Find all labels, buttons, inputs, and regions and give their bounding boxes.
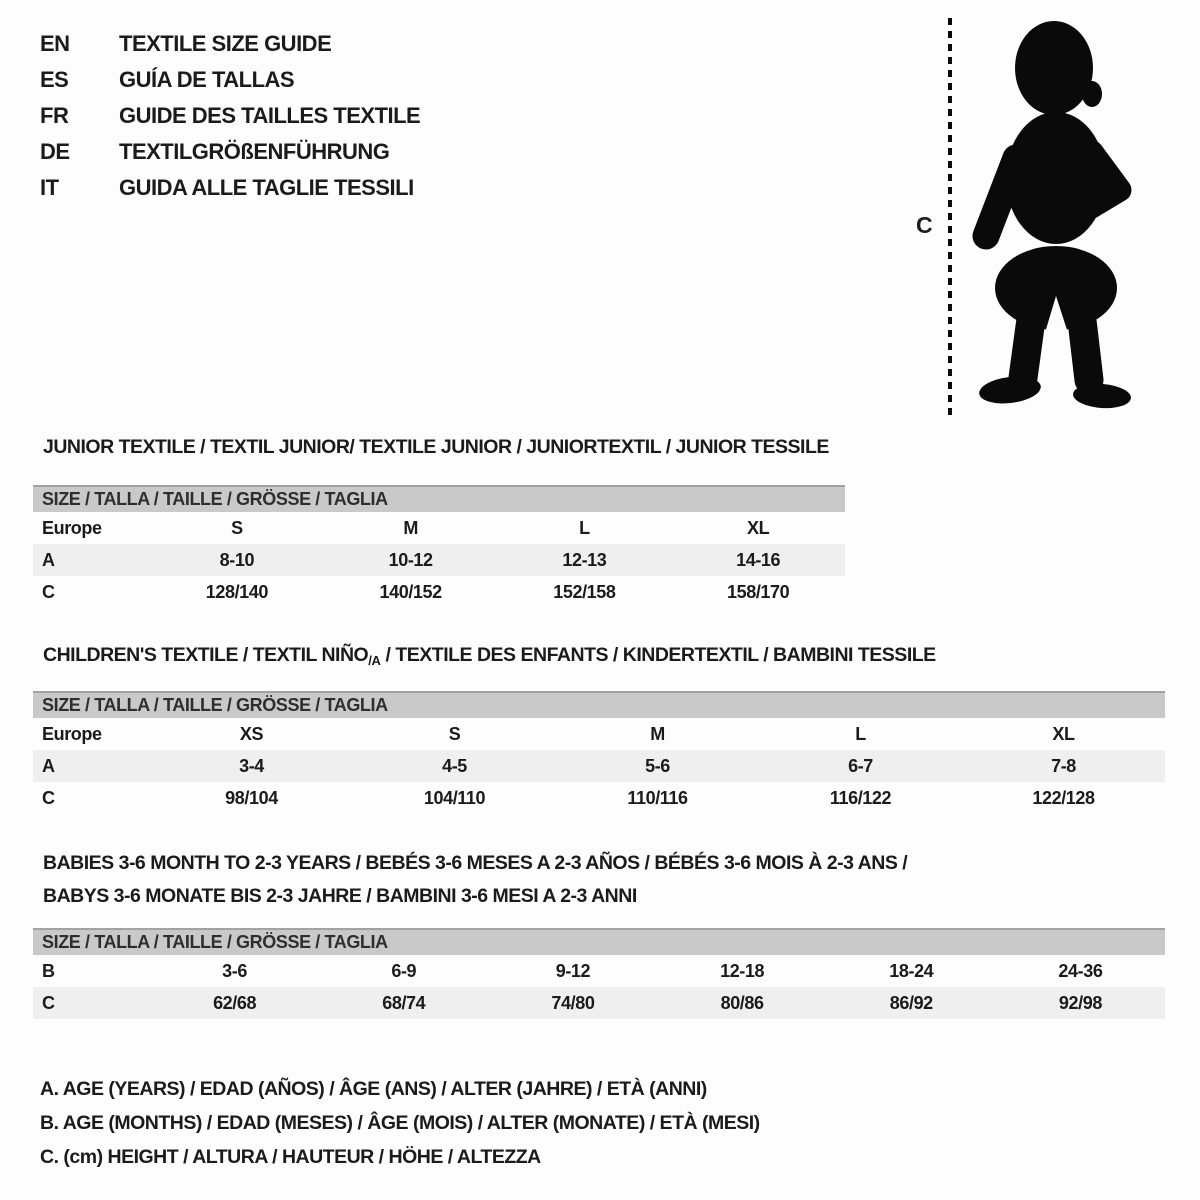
language-code: IT: [40, 175, 59, 200]
guide-title: GUÍA DE TALLAS: [119, 67, 295, 92]
table-row: [33, 782, 1165, 814]
guide-title: TEXTILGRÖßENFÜHRUNG: [119, 139, 390, 164]
table-row: [33, 512, 845, 544]
table-row: [33, 750, 1165, 782]
height-cell: 62/68: [213, 992, 257, 1013]
guide-title: TEXTILE SIZE GUIDE: [119, 31, 332, 56]
row-label: C: [42, 581, 55, 602]
table-header-size: SIZE / TALLA / TAILLE / GRÖSSE / TAGLIA: [33, 485, 845, 512]
legend-age-months: B. AGE (MONTHS) / EDAD (MESES) / ÂGE (MOIS) / ALTER (MONATE) / ETÀ (MESI): [40, 1111, 760, 1134]
height-cell: 158/170: [726, 581, 790, 602]
age-cell: 12-13: [562, 549, 607, 570]
language-code: ES: [40, 67, 69, 92]
section-title-children-suffix: / TEXTILE DES ENFANTS / KINDERTEXTIL / BAMBINI TESSILE: [380, 644, 936, 666]
children-size-table: [33, 691, 1165, 814]
language-code: EN: [40, 31, 70, 56]
junior-size-table: [33, 485, 845, 608]
language-row: [40, 26, 420, 62]
height-measure-line: [948, 18, 952, 416]
age-cell: 9-12: [555, 960, 591, 981]
age-cell: 3-4: [239, 755, 264, 776]
section-title-babies-line1: BABIES 3-6 MONTH TO 2-3 YEARS / BEBÉS 3-6 MESES A 2-3 AÑOS / BÉBÉS 3-6 MOIS À 2-3 ANS /: [43, 852, 908, 874]
row-label: A: [42, 549, 55, 570]
row-label: Europe: [42, 517, 102, 538]
size-cell: M: [650, 723, 665, 744]
language-row: [40, 98, 420, 134]
language-row: [40, 170, 420, 206]
age-cell: 3-6: [222, 960, 247, 981]
height-cell: 104/110: [423, 787, 486, 808]
section-title-junior: JUNIOR TEXTILE / TEXTIL JUNIOR/ TEXTILE JUNIOR / JUNIORTEXTIL / JUNIOR TESSILE: [43, 436, 829, 458]
height-cell: 98/104: [225, 787, 278, 808]
size-cell: XL: [747, 517, 770, 538]
size-cell: XL: [1052, 723, 1075, 744]
age-cell: 6-7: [848, 755, 873, 776]
size-cell: L: [579, 517, 590, 538]
height-cell: 116/122: [829, 787, 892, 808]
legend-age-years: A. AGE (YEARS) / EDAD (AÑOS) / ÂGE (ANS) / ALTER (JAHRE) / ETÀ (ANNI): [40, 1077, 707, 1100]
height-measure-label: C: [916, 212, 933, 238]
row-label: Europe: [42, 723, 102, 744]
height-cell: 74/80: [551, 992, 595, 1013]
babies-size-table: [33, 928, 1165, 1019]
section-title-children-sub: /A: [368, 653, 381, 668]
height-cell: 110/116: [627, 787, 688, 808]
age-cell: 6-9: [391, 960, 417, 981]
table-row: [33, 955, 1165, 987]
height-cell: 152/158: [553, 581, 616, 602]
size-cell: L: [855, 723, 866, 744]
height-cell: 68/74: [382, 992, 426, 1013]
toddler-silhouette-icon: [966, 16, 1146, 416]
height-cell: 128/140: [205, 581, 268, 602]
language-code: DE: [40, 139, 70, 164]
legend: [40, 1072, 760, 1174]
age-cell: 18-24: [889, 960, 934, 981]
table-header-size: SIZE / TALLA / TAILLE / GRÖSSE / TAGLIA: [33, 691, 1165, 718]
section-title-children: [43, 644, 936, 672]
age-cell: 12-18: [720, 960, 765, 981]
legend-height-cm: C. (cm) HEIGHT / ALTURA / HAUTEUR / HÖHE / ALTEZZA: [40, 1145, 541, 1168]
language-code: FR: [40, 103, 69, 128]
age-cell: 7-8: [1051, 755, 1076, 776]
height-cell: 86/92: [889, 992, 933, 1013]
table-row: [33, 718, 1165, 750]
age-cell: 14-16: [736, 549, 781, 570]
height-cell: 80/86: [720, 992, 764, 1013]
age-cell: 4-5: [442, 755, 467, 776]
language-row: [40, 134, 420, 170]
guide-title: GUIDE DES TAILLES TEXTILE: [119, 103, 421, 128]
size-cell: S: [231, 517, 243, 538]
height-cell: 140/152: [379, 581, 442, 602]
table-row: [33, 576, 845, 608]
height-cell: 92/98: [1058, 992, 1102, 1013]
row-label: C: [42, 992, 55, 1013]
table-row: [33, 987, 1165, 1019]
height-cell: 122/128: [1032, 787, 1095, 808]
age-cell: 24-36: [1058, 960, 1103, 981]
size-cell: M: [403, 517, 418, 538]
section-title-children-prefix: CHILDREN'S TEXTILE / TEXTIL NIÑO: [43, 644, 369, 666]
size-cell: S: [448, 723, 461, 744]
age-cell: 10-12: [388, 549, 433, 570]
table-header-size: SIZE / TALLA / TAILLE / GRÖSSE / TAGLIA: [33, 928, 1165, 955]
row-label: C: [42, 787, 55, 808]
row-label: B: [42, 960, 55, 981]
section-title-babies-line2: BABYS 3-6 MONATE BIS 2-3 JAHRE / BAMBINI 3-6 MESI A 2-3 ANNI: [43, 885, 637, 907]
guide-title: GUIDA ALLE TAGLIE TESSILI: [119, 175, 414, 200]
age-cell: 8-10: [219, 549, 255, 570]
size-cell: XS: [239, 723, 264, 744]
language-row: [40, 62, 420, 98]
language-title-list: [40, 26, 420, 206]
age-cell: 5-6: [645, 755, 670, 776]
table-row: [33, 544, 845, 576]
row-label: A: [42, 755, 55, 776]
